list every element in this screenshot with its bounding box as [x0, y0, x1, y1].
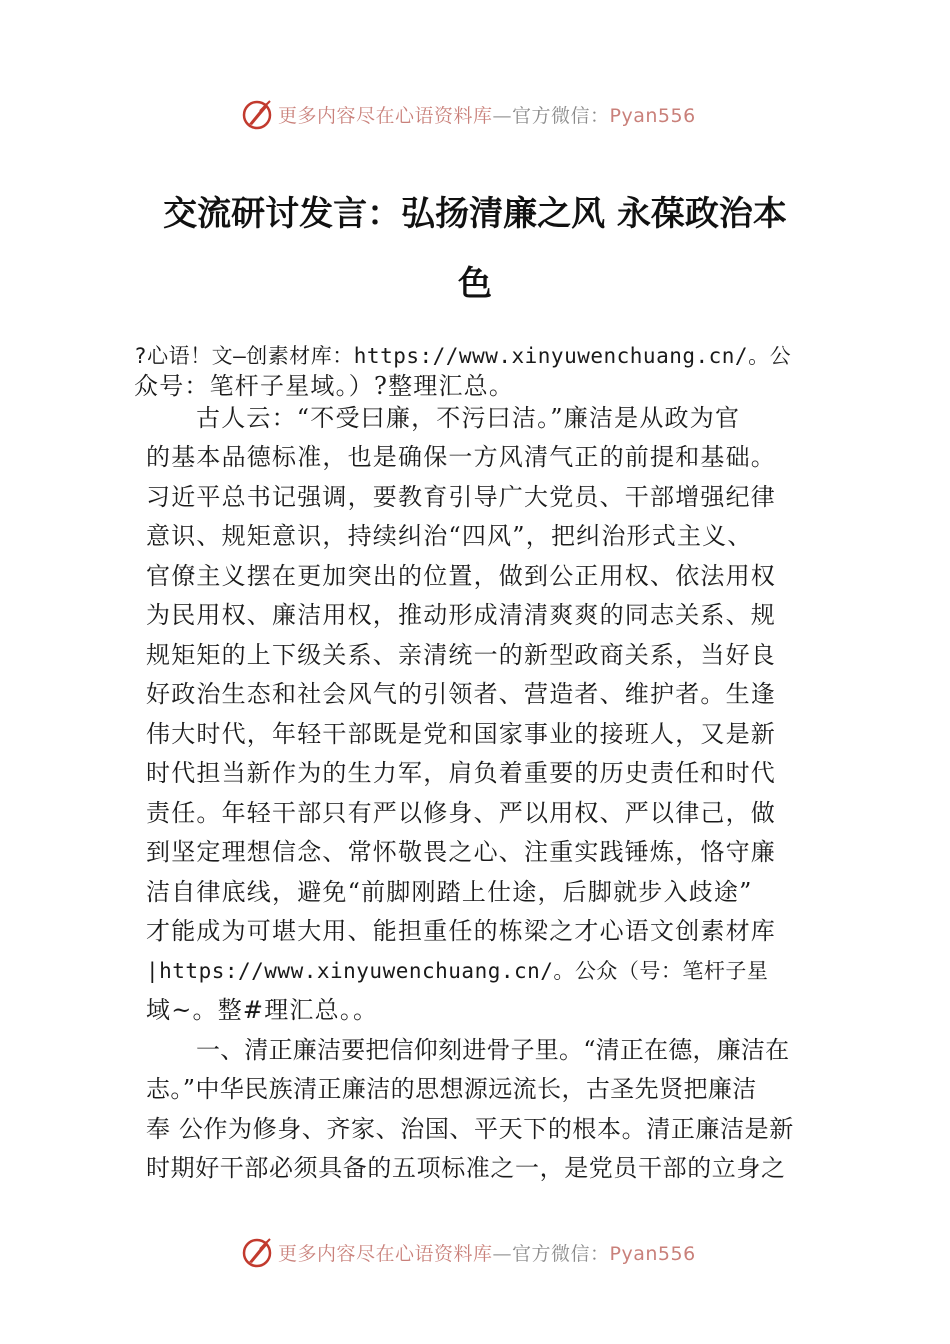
paragraph-line: 责任。年轻干部只有严以修身、严以用权、严以律己，做 [146, 799, 776, 827]
paragraph-line: 志。”中华民族清正廉洁的思想源远流长，古圣先贤把廉洁 [146, 1075, 757, 1103]
paragraph-line: 奉 公作为修身、齐家、治国、平天下的根本。清正廉洁是新 [146, 1115, 794, 1143]
paragraph-line: 到坚定理想信念、常怀敬畏之心、注重实践锤炼，恪守廉 [146, 838, 776, 866]
banner-text [278, 1239, 696, 1266]
paragraph-line: 好政治生态和社会风气的引领者、营造者、维护者。生逢 [146, 680, 776, 708]
quill-logo-icon [240, 1235, 274, 1269]
banner-wechat-label: 官方微信： [512, 104, 610, 127]
header-banner [240, 94, 696, 134]
paragraph-line: 才能成为可堪大用、能担重任的栋梁之才心语文创素材库 [146, 917, 776, 945]
source-note-line: 众号：笔杆子星域。）?整理汇总。 [134, 372, 515, 400]
banner-dash: — [492, 1242, 513, 1265]
paragraph-line: 官僚主义摆在更加突出的位置，做到公正用权、依法用权 [146, 562, 776, 590]
banner-wechat-label: 官方微信： [512, 1242, 610, 1265]
banner-main-text: 更多内容尽在心语资料库 [278, 104, 493, 127]
banner-main-text: 更多内容尽在心语资料库 [278, 1242, 493, 1265]
paragraph-line: 一、清正廉洁要把信仰刻进骨子里。“清正在德，廉洁在 [196, 1036, 790, 1064]
banner-wechat-id: Pyan556 [609, 1242, 696, 1265]
paragraph-line: 意识、规矩意识，持续纠治“四风”，把纠治形式主义、 [146, 522, 753, 550]
paragraph-line: |https://www.xinyuwenchuang.cn/。公众（号：笔杆子星 [146, 959, 769, 983]
banner-text [278, 101, 696, 128]
paragraph-line: 时期好干部必须具备的五项标准之一，是党员干部的立身之 [146, 1154, 786, 1182]
paragraph-line: 时代担当新作为的生力军，肩负着重要的历史责任和时代 [146, 759, 776, 787]
quill-logo-icon [240, 97, 274, 131]
banner-dash: — [492, 104, 513, 127]
page-title-line-1: 交流研讨发言：弘扬清廉之风 永葆政治本 [163, 194, 787, 234]
paragraph-line: 古人云：“不受曰廉，不污曰洁。”廉洁是从政为官 [196, 404, 741, 432]
paragraph-line: 洁自律底线，避免“前脚刚踏上仕途，后脚就步入歧途” [146, 878, 753, 906]
paragraph-line: 伟大时代，年轻干部既是党和国家事业的接班人，又是新 [146, 720, 776, 748]
paragraph-line: 规矩矩的上下级关系、亲清统一的新型政商关系，当好良 [146, 641, 776, 669]
page-title-line-2: 色 [458, 264, 492, 304]
paragraph-line: 域~。整#理汇总。。 [146, 996, 379, 1024]
paragraph-line: 的基本品德标准，也是确保一方风清气正的前提和基础。 [146, 443, 776, 471]
paragraph-line: 习近平总书记强调，要教育引导广大党员、干部增强纪律 [146, 483, 776, 511]
paragraph-line: 为民用权、廉洁用权，推动形成清清爽爽的同志关系、规 [146, 601, 776, 629]
source-note-line: ?心语！文—创素材库：https://www.xinyuwenchuang.cn/。公 [134, 344, 792, 368]
footer-banner [240, 1232, 696, 1272]
banner-wechat-id: Pyan556 [609, 104, 696, 127]
